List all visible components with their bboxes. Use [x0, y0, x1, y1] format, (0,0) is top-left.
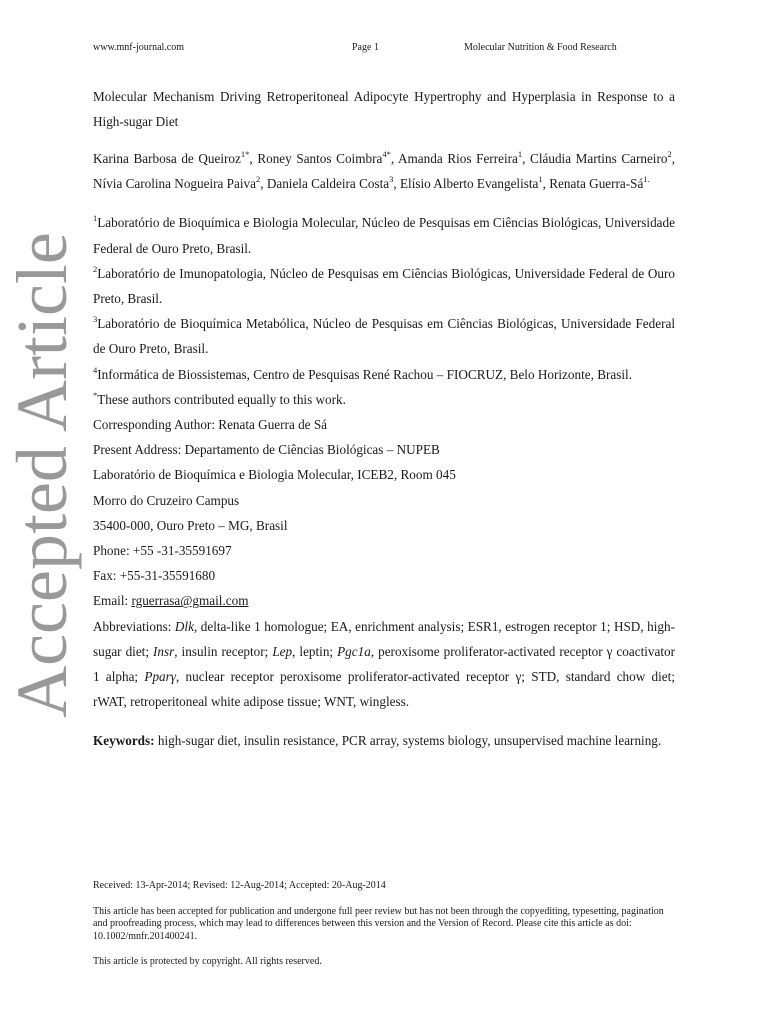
affiliation-text: Laboratório de Imunopatologia, Núcleo de Pesquisas em Ciências Biológicas, Universidade Federal de Ouro Preto, Brasil. — [93, 265, 675, 307]
keywords-text: high-sugar diet, insulin resistance, PCR array, systems biology, unsupervised machine learning. — [154, 733, 662, 749]
affiliation-text: Informática de Biossistemas, Centro de Pesquisas René Rachou – FIOCRUZ, Belo Horizonte, Brasil. — [97, 366, 632, 382]
affiliation-mark: 4 — [93, 364, 98, 375]
affiliation — [93, 387, 675, 412]
accepted-article-watermark: Accepted Article — [2, 232, 82, 718]
contact-line: Present Address: Departamento de Ciências Biológicas – NUPEB — [93, 442, 440, 458]
article-front-matter — [93, 84, 675, 754]
author-affiliation-mark: 1. — [643, 174, 650, 185]
affiliation-text: These authors contributed equally to this work. — [97, 391, 346, 407]
author-affiliation-mark: 1* — [240, 149, 250, 159]
journal-name: Molecular Nutrition & Food Research — [464, 42, 617, 53]
abbrev-text: , leptin; — [292, 643, 338, 659]
contact-line: 35400-000, Ouro Preto – MG, Brasil — [93, 517, 288, 533]
author-name: Roney Santos Coimbra — [257, 151, 383, 166]
affiliation-mark: 2 — [93, 263, 98, 274]
abbreviations — [93, 614, 675, 715]
affiliation — [93, 261, 675, 311]
journal-url[interactable]: www.mnf-journal.com — [93, 42, 184, 53]
author-affiliation-mark: 3 — [389, 174, 394, 185]
article-title: Molecular Mechanism Driving Retroperitoneal Adipocyte Hypertrophy and Hyperplasia in Response to a High-sugar Diet — [93, 89, 675, 129]
gene-symbol: Lep — [272, 643, 293, 659]
author-affiliation-mark: 2 — [255, 174, 261, 185]
email-line — [93, 588, 675, 613]
author-affiliation-mark: 1 — [517, 149, 523, 159]
author-name: Amanda Rios Ferreira — [398, 151, 518, 166]
gene-symbol: Pgc1a — [337, 643, 371, 659]
contact-line: Fax: +55-31-35591680 — [93, 568, 216, 584]
keywords-label: Keywords: — [93, 733, 155, 749]
abbrev-text: , delta-like 1 homologue; EA, enrichment analysis; ESR1, estrogen receptor 1; HSD, high-sugar diet; — [93, 618, 675, 659]
affiliation-text: Laboratório de Bioquímica e Biologia Molecular, Núcleo de Pesquisas em Ciências Biológicas, Universidade Federal de Ouro Preto, Brasil. — [93, 215, 675, 256]
affiliation-list — [93, 210, 675, 412]
acceptance-notice: This article has been accepted for publication and undergone full peer review but has not been through the copyediting, typesetting, pagination and proofreading process, which may lead to differences between this version and the Version of Record. Please cite this article as doi: 10.1002/mnfr.201400241. — [93, 906, 664, 942]
author-list: Karina Barbosa de Queiroz$^{1*}$, Roney Santos Coimbra$^{4*}$, Amanda Rios Ferreira$^1$, Cláudia Martins Carneiro$^2$, Nívia Carolina Nogueira Paiva$^2$, Daniela Caldeira Costa$^3$, Elísio Alberto Evangelista$^1$, Renata Guerra-$Sá^{1.}$ — [93, 149, 676, 192]
gene-symbol: Pparγ — [144, 669, 176, 685]
author-name: Renata Guerra-Sá — [549, 176, 644, 192]
contact-line: Laboratório de Bioquímica e Biologia Molecular, ICEB2, Room 045 — [93, 467, 456, 483]
keywords — [93, 728, 675, 753]
author-affiliation-mark: 2 — [667, 149, 672, 159]
author-name: Cláudia Martins Carneiro — [530, 151, 668, 166]
running-header — [93, 42, 675, 56]
author-name: Karina Barbosa de Queiroz — [93, 151, 241, 166]
abbrev-text: , insulin receptor; — [174, 643, 273, 659]
email-link[interactable]: rguerrasa@gmail.com — [131, 593, 249, 609]
gene-symbol: Insr — [153, 643, 175, 659]
copyright-notice: This article is protected by copyright. All rights reserved. — [93, 956, 322, 967]
contact-line: Corresponding Author: Renata Guerra de Sá — [93, 417, 328, 433]
contact-block — [93, 412, 675, 588]
author-name: Daniela Caldeira Costa — [266, 176, 390, 192]
author-affiliation-mark: 1 — [538, 174, 543, 185]
contact-line: Morro do Cruzeiro Campus — [93, 492, 240, 508]
affiliation — [93, 210, 675, 260]
contact-line: Phone: +55 -31-35591697 — [93, 543, 232, 559]
gene-symbol: Dlk — [174, 618, 194, 634]
abbrev-text: , peroxisome proliferator-activated receptor γ coactivator 1 alpha; — [93, 643, 675, 685]
page-number: Page 1 — [352, 42, 379, 53]
affiliation — [93, 311, 675, 361]
author-affiliation-mark: 4* — [382, 149, 391, 159]
affiliation-text: Laboratório de Bioquímica Metabólica, Núcleo de Pesquisas em Ciências Biológicas, Universidade Federal de Ouro Preto, Brasil. — [93, 316, 675, 357]
affiliation-mark: 3 — [93, 314, 98, 325]
abbrev-text: Abbreviations: — [93, 618, 175, 634]
author-name: Nívia Carolina Nogueira Paiva — [93, 176, 256, 192]
affiliation — [93, 362, 675, 387]
received-dates: Received: 13-Apr-2014; Revised: 12-Aug-2014; Accepted: 20-Aug-2014 — [93, 880, 386, 891]
abbrev-text: , nuclear receptor peroxisome proliferator-activated receptor γ; STD, standard chow diet; rWAT, retroperitoneal white adipose tissue; WNT, wingless. — [93, 669, 675, 710]
author-name: Elísio Alberto Evangelista — [399, 176, 539, 192]
email-label: Email: — [93, 593, 132, 609]
affiliation-mark: * — [93, 389, 98, 400]
affiliation-mark: 1 — [93, 213, 98, 224]
